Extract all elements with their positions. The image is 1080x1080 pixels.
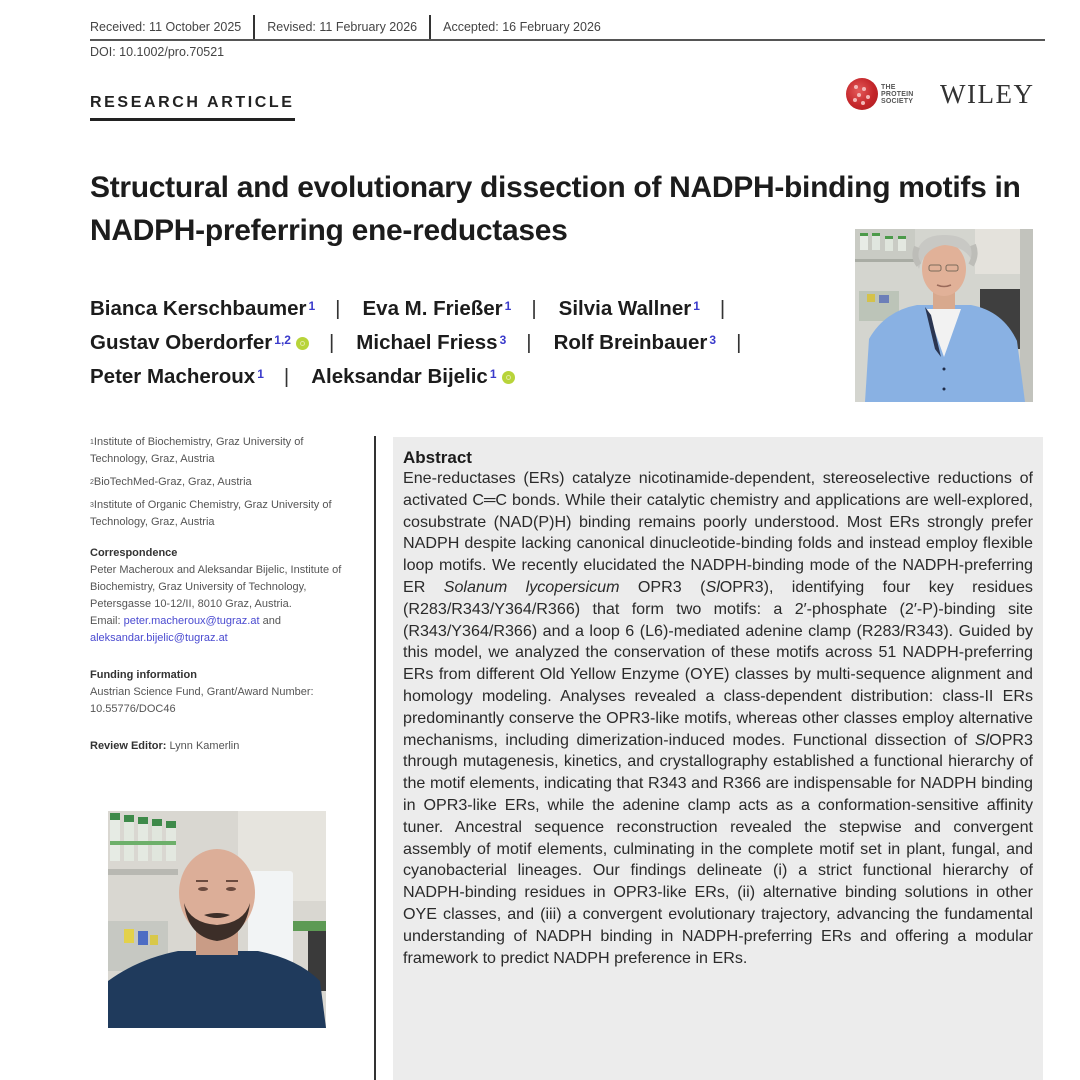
affiliation-number: 1 [90,439,94,446]
funding-text: Austrian Science Fund, Grant/Award Number: 10.55776/DOC46 [90,686,314,715]
author-list [90,292,850,394]
species-abbrev: Sl [705,577,720,596]
email-link[interactable]: peter.macheroux@tugraz.at [123,615,260,627]
received-date: Received: 11 October 2025 [90,20,242,34]
abstract-text-segment: Ene-reductases (ERs) catalyze nicotinamide-dependent, stereoselective reductions of activated C═C bonds. While their catalytic chemistry and applications are well-explored, cosubstrate (NAD(P)H) binding remains poorly understood. Most ERs strongly prefer NADPH despite lacking canonical dinucleotide-binding folds and instead employ flexible loop motifs. We recently elucidated the NADPH-binding mode of the NADPH-preferring ER [403,469,1033,596]
author-separator: | [531,297,537,320]
author-separator: | [328,331,335,354]
funding-heading: Funding information [90,669,197,681]
author-separator: | [283,365,290,388]
author-name: Gustav Oberdorfer [90,331,273,354]
author-name: Peter Macheroux [90,365,256,388]
author-name: Rolf Breinbauer [553,331,708,354]
publication-dates [90,15,1045,41]
species-name: Solanum lycopersicum [443,577,620,596]
abstract-text [403,468,1033,969]
society-text-line: SOCIETY [881,97,914,105]
affiliation-marker: 1 [489,367,497,381]
abstract-text-segment: OPR3 ( [619,577,706,596]
society-text-line: THE [881,83,896,91]
doi[interactable]: DOI: 10.1002/pro.70521 [90,45,225,59]
author[interactable] [311,360,514,394]
column-divider [374,436,376,1080]
author[interactable] [363,292,512,326]
review-editor [90,738,360,755]
email-label: Email: [90,615,124,627]
affiliation-marker: 1 [308,299,316,313]
affiliation-marker: 1,2 [274,333,291,347]
affiliation [90,474,360,491]
author-name: Silvia Wallner [558,297,692,320]
author-photo-bottom-left [108,811,326,1028]
author-separator: | [736,331,742,354]
email-joiner: and [259,615,281,627]
author[interactable] [356,326,506,360]
author-separator: | [719,297,726,320]
author[interactable] [554,326,716,360]
email-link[interactable]: aleksandar.bijelic@tugraz.at [90,632,228,644]
article-title: Structural and evolutionary dissection of NADPH-binding motifs in NADPH-preferring ene-reductases [90,171,1021,247]
review-editor-name: Lynn Kamerlin [166,740,240,752]
affiliation-marker: 1 [693,299,700,313]
portrait-image [855,229,1033,402]
affiliation-number: 3 [90,502,94,509]
accepted-date: Accepted: 16 February 2026 [443,20,601,34]
protein-society-logo [846,78,914,110]
affiliation-number: 2 [90,479,94,486]
affiliation-marker: 3 [499,333,507,347]
society-text-line: PROTEIN [881,90,914,98]
affiliation-text: BioTechMed-Graz, Graz, Austria [93,476,252,488]
author-name: Bianca Kerschbaumer [90,297,307,320]
protein-society-emblem-icon [846,78,878,110]
correspondence-emails [90,613,360,647]
abstract-text-segment: OPR3 through mutagenesis, kinetics, and crystallography established a functional hierarchy of the motif elements, indicating that R343 and R366 are indispensable for NADPH binding in OPR3-like ERs, while the adenine clamp acts as a conformation-sensitive affinity tuner. Ancestral sequence reconstruction revealed the stepwise and convergent assembly of motif elements, culminating in the complete motif set in plant, fungal, and cyanobacterial lineages. Our findings delineate (i) a strict functional hierarchy of NADPH-binding residues in OPR3-like ERs, (ii) alternative binding solutions in other OYE classes, and (iii) a convergent evolutionary trajectory, advancing the fundamental understanding of NADPH binding in NADPH-preferring ERs and offering a modular framework to predict NADPH preference in ERs. [403,730,1033,967]
author[interactable] [559,292,700,326]
author[interactable] [90,292,315,326]
abstract-box [393,437,1043,1080]
affiliation-marker: 3 [709,333,717,347]
correspondence-text: Peter Macheroux and Aleksandar Bijelic, Institute of Biochemistry, Graz University of Technology, Petersgasse 10-12/II, 8010 Graz, Austria. [90,564,342,610]
author-photo-top-right [855,229,1033,402]
author-name: Eva M. Frießer [362,297,503,320]
affiliation [90,434,360,468]
correspondence-heading: Correspondence [90,547,178,559]
species-abbrev: Sl [974,730,990,749]
orcid-icon[interactable] [502,371,515,384]
author-separator: | [526,331,532,354]
orcid-icon[interactable] [296,337,309,350]
revised-date: Revised: 11 February 2026 [267,20,418,34]
article-type-label: RESEARCH ARTICLE [90,94,295,121]
portrait-image [108,811,326,1028]
affiliation-text: Institute of Biochemistry, Graz University of Technology, Graz, Austria [90,436,304,465]
author-name: Aleksandar Bijelic [311,365,488,388]
abstract-text-segment: OPR3), identifying four key residues (R283/R343/Y364/R366) that form two motifs: a 2′-phosphate (2′-P)-binding site (R343/Y364/R366) and a loop 6 (L6)-mediated adenine clamp (R283/​R343). Guided by this model, we analyzed the conservation of these motifs across 51 NADPH-preferring ERs from different Old Yellow Enzyme (OYE) classes by multi-sequence alignment and homology modeling. Analyses revealed a class-dependent distribution: class-II ERs predominantly conserve the OPR3-like motifs, whereas other classes employ alternative mechanisms, including dimerization-induced modes. Functional dissection of [403,577,1033,749]
author-name: Michael Friess [356,331,498,354]
author[interactable] [90,360,264,394]
affiliation-marker: 1 [257,367,264,381]
article-info-column [90,434,360,755]
review-editor-label: Review Editor: [90,740,167,752]
author-separator: | [335,297,341,320]
affiliation [90,497,360,531]
abstract-heading: Abstract [403,448,472,467]
author[interactable] [90,326,309,360]
affiliation-text: Institute of Organic Chemistry, Graz University of Technology, Graz, Austria [90,499,332,528]
wiley-logo: WILEY [940,79,1035,109]
protein-society-wordmark [881,84,914,105]
affiliation-marker: 1 [504,299,512,313]
